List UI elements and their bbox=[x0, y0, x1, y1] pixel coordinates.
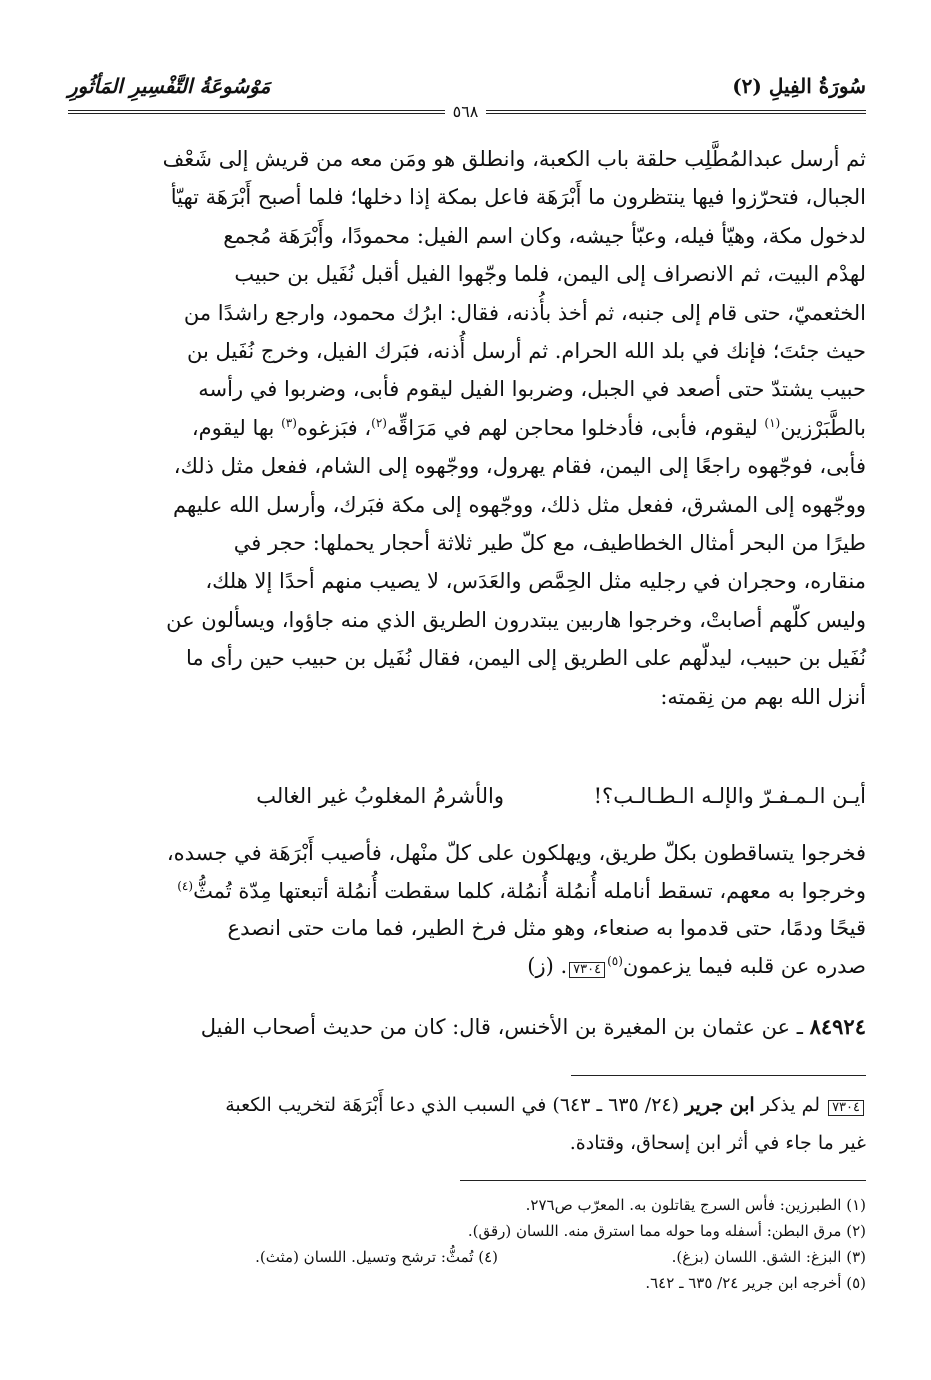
text-line: الجبال، فتحرّزوا فيها ينتظرون ما أَبْرَهَة فاعل بمكة إذا دخلها؛ فلما أصبح أَبْرَهَة تهيّأ bbox=[170, 185, 866, 210]
note-number-box: ٧٣٠٤ bbox=[828, 1100, 864, 1116]
surah-title: سُورَةُ الفِيلِ (٢) bbox=[732, 74, 866, 98]
footnote-ref-2[interactable]: (٢) bbox=[371, 415, 387, 430]
running-header bbox=[68, 74, 866, 104]
text-line bbox=[65, 873, 866, 911]
note-text: لم يذكر bbox=[754, 1094, 827, 1116]
text-line bbox=[65, 409, 866, 447]
footnote-ref-5[interactable]: (٥) bbox=[607, 953, 623, 968]
footnote-1: (١) الطبرزين: فأس السرج يقاتلون به. المعرّب ص٢٧٦. bbox=[525, 1196, 866, 1214]
poem-hemistich-1: أيـن الـمـفـرّ والإلـه الـطـالـب؟! bbox=[593, 784, 866, 808]
text-line: فأبى، فوجّهوه راجعًا إلى اليمن، فقام يهرول، ووجّهوه إلى الشام، ففعل مثل ذلك، bbox=[173, 454, 866, 479]
text-line: قيحًا ودمًا، حتى قدموا به صنعاء، وهو مثل فرخ الطير، فما مات حتى انصدع bbox=[227, 916, 866, 941]
text-line: وليس كلّهم أصابتْ، وخرجوا هاربين يبتدرون الطريق الذي منه جاؤوا، ويسألون عن bbox=[166, 607, 866, 632]
text-run: صدره عن قلبه فيما يزعمون bbox=[622, 953, 866, 978]
text-line: طيرًا من البحر أمثال الخطاطيف، مع كلّ طير ثلاثة أحجار يحملها: حجر في bbox=[233, 531, 866, 556]
text-line: لهدْم البيت، ثم الانصراف إلى اليمن، فلما وجّهوا الفيل أقبل نُفَيل بن حبيب bbox=[234, 262, 866, 287]
book-title: مَوْسُوعَةُ التَّفْسِيرِ المَأثُورِ bbox=[68, 74, 271, 98]
note-line: غير ما جاء في أثر ابن إسحاق، وقتادة. bbox=[569, 1132, 866, 1154]
notes-separator bbox=[571, 1075, 866, 1076]
text-line: ثم أرسل عبدالمُطَّلِب حلقة باب الكعبة، وانطلق هو ومَن معه من قريش إلى شَعْف bbox=[162, 147, 866, 171]
note-line bbox=[65, 1086, 866, 1124]
text-run: ليقوم، فأبى، فأدخلوا محاجن لهم في مَرَاقِّه bbox=[386, 415, 765, 440]
footnote-5: (٥) أخرجه ابن جرير ٢٤/ ٦٣٥ ـ ٦٤٢. bbox=[645, 1274, 866, 1292]
poem-verse bbox=[65, 784, 866, 822]
text-line: أنزل الله بهم من نِقمته: bbox=[660, 684, 866, 709]
footnote-ref-4[interactable]: (٤) bbox=[177, 878, 194, 893]
text-run: . (ز) bbox=[527, 953, 568, 978]
text-run: بالطَّبَرْزين bbox=[780, 415, 866, 440]
text-line: نُفَيل بن حبيب، ليدلّهم على الطريق إلى اليمن، فقال نُفَيل بن حبيب حين رأى ما bbox=[186, 646, 866, 671]
next-entry bbox=[65, 1008, 866, 1046]
commentary-note bbox=[65, 1086, 866, 1162]
text-run: وخرجوا به معهم، تسقط أنامله أُنمُلة أُنمُلة، كلما سقطت أُنمُلة أتبعتها مِدّة تُمثُّ bbox=[193, 878, 866, 903]
footnote-3: (٣) البزغ: الشق. اللسان (بزغ). bbox=[671, 1248, 866, 1266]
footnotes-separator bbox=[460, 1180, 866, 1181]
page-number-wrap bbox=[0, 102, 931, 121]
note-author: ابن جرير bbox=[685, 1094, 755, 1116]
text-line: حبيب يشتدّ حتى أصعد في الجبل، وضربوا الفيل ليقوم فأبى، وضربوا في رأسه bbox=[198, 377, 866, 402]
text-line bbox=[65, 948, 866, 986]
text-line: فخرجوا يتساقطون بكلّ طريق، ويهلكون على كلّ منْهل، فأصيب أَبْرَهَة في جسده، bbox=[166, 841, 866, 865]
footnote-2: (٢) مرق البطن: أسفله وما حوله مما استرق منه. اللسان (رقق). bbox=[467, 1222, 866, 1240]
text-run: ، فبَزغوه bbox=[296, 415, 372, 440]
text-line: منقاره، وحجران في رجليه مثل الحِمَّص والعَدَس، لا يصيب منهم أحدًا إلا هلك، bbox=[205, 569, 866, 594]
text-line: حيث جئتَ؛ فإنك في بلد الله الحرام. ثم أرسل أُذنه، فبَرك الفيل، وخرج نُفَيل بن bbox=[187, 339, 866, 364]
footnote-ref-1[interactable]: (١) bbox=[764, 415, 781, 430]
page-number: ٥٦٨ bbox=[445, 102, 487, 121]
poem-hemistich-2: والأشرمُ المغلوبُ غير الغالب bbox=[256, 784, 504, 808]
text-line: ووجّهوه إلى المشرق، ففعل مثل ذلك، ووجّهوه إلى مكة فبَرك، وأرسل الله عليهم bbox=[172, 492, 866, 517]
note-text: (٢٤/ ٦٣٥ ـ ٦٤٣) في السبب الذي دعا أَبْرَهَة لتخريب الكعبة bbox=[225, 1094, 686, 1116]
footnotes bbox=[65, 1192, 866, 1296]
text-line: الخثعميّ، حتى قام إلى جنبه، ثم أخذ بأُذنه، فقال: ابرُك محمود، وارجع راشدًا من bbox=[183, 300, 866, 325]
main-text-continued bbox=[65, 835, 866, 985]
entry-text: ـ عن عثمان بن المغيرة بن الأخنس، قال: كان من حديث أصحاب الفيل bbox=[200, 1015, 810, 1039]
note-ref-box[interactable]: ٧٣٠٤ bbox=[569, 962, 605, 978]
footnote-ref-3[interactable]: (٣) bbox=[281, 415, 297, 430]
entry-number: ٨٤٩٢٤ bbox=[809, 1014, 866, 1039]
footnote-4: (٤) تُمثُّ: ترشح وتسيل. اللسان (مثث). bbox=[255, 1248, 498, 1266]
main-text bbox=[65, 140, 866, 716]
text-run: بها ليقوم، bbox=[191, 415, 282, 440]
footnote-row bbox=[65, 1244, 866, 1270]
text-line: لدخول مكة، وهيّأ فيله، وعبّأ جيشه، وكان اسم الفيل: محمودًا، وأَبْرَهَة مُجمع bbox=[223, 223, 866, 248]
